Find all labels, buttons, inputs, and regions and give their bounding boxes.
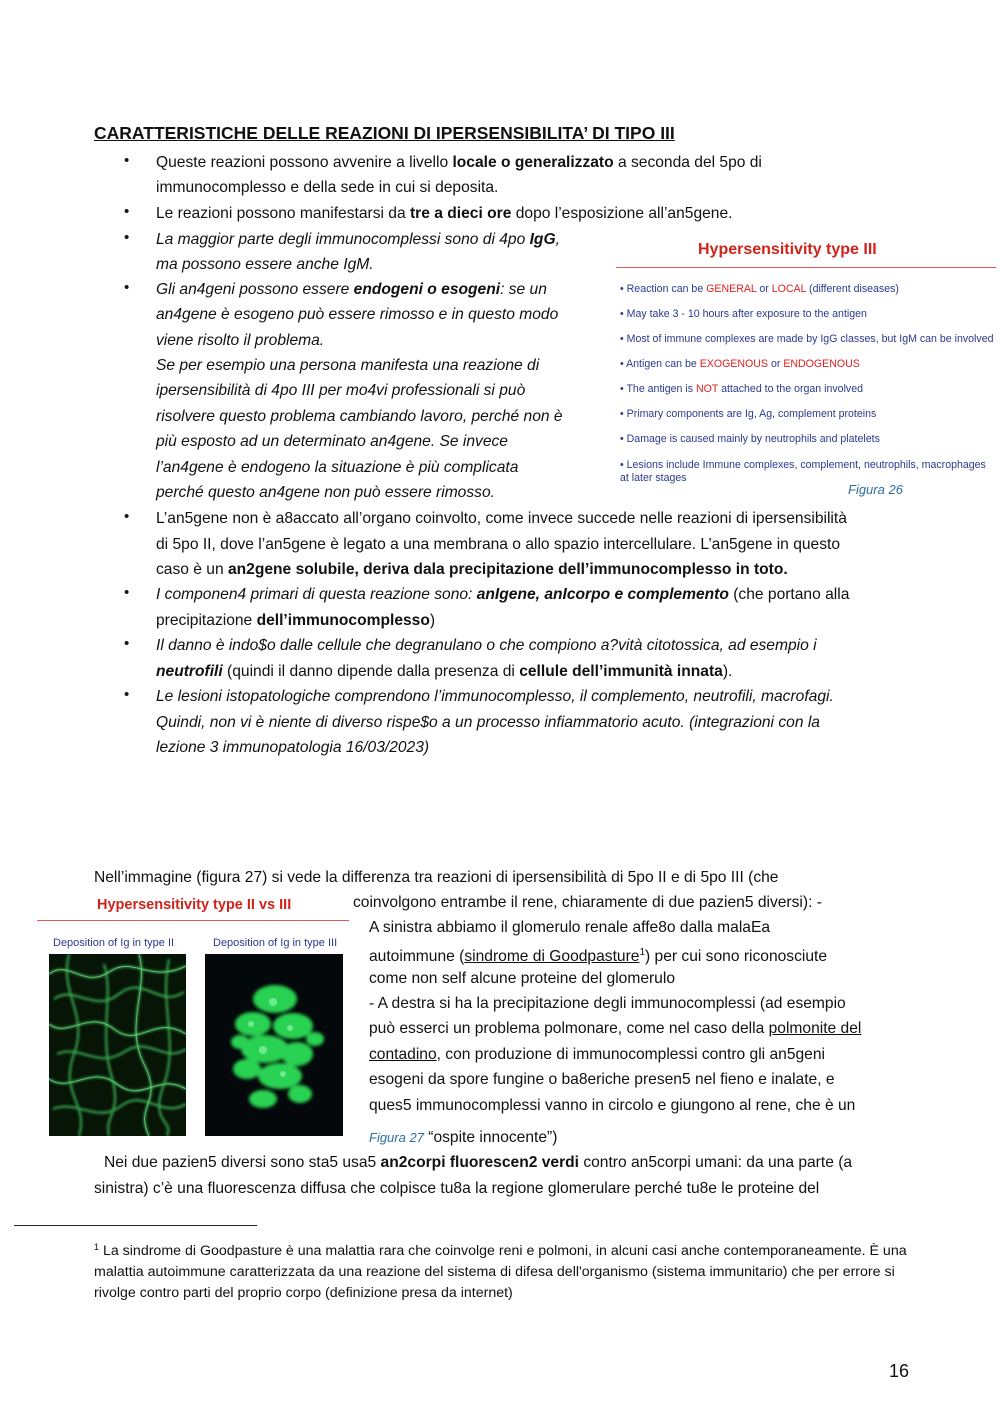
text: : se un [500,281,547,298]
text: La maggior parte degli immunocomplessi sono di 4po [156,231,530,248]
italic-text: I componen4 primari di questa reazione sono: [156,586,477,603]
text: (quindi il danno dipende dalla presenza di [222,663,520,680]
text: caso è un [156,561,228,578]
paragraph-line: sinistra) c’è una fluorescenza diffusa che colpisce tu8a la regione glomerulare perché tu8e le proteine del [94,1180,820,1197]
text: or [756,283,772,295]
text: , [555,231,560,248]
text: ). [722,663,733,680]
bold-italic-text: anIgene, anIcorpo e complemento [476,586,729,603]
paragraph-line: A sinistra abbiamo il glomerulo renale affe8o dalla malaEa [369,919,771,936]
bullet-4-line-1 [156,277,547,302]
bullet-7-line-2 [156,659,732,684]
bold-text: IgG [529,231,556,248]
bullet-marker: • [124,203,130,220]
bullet-7-line-1: Il danno è indo$o dalle cellule che degranulano o che compiono a?vità citotossica, ad esempio i [156,637,817,654]
text: ) per cui sono riconosciute [645,948,828,966]
bullet-5-line-1: L’an5gene non è a8accato all’organo coinvolto, come invece succede nelle reazioni di ipersensibilità [156,510,847,527]
figure-27-right-label: Deposition of Ig in type III [213,937,338,949]
bullet-5-line-3 [156,557,788,582]
text: , con produzione di immunocomplessi contro gli an5geni [436,1046,825,1063]
figure-26-item-1 [620,283,899,296]
bullet-3-line-2: ma possono essere anche IgM. [156,256,374,273]
text: autoimmune ( [369,948,465,966]
text: • The antigen is [620,383,696,395]
bullet-8-line-1: Le lesioni istopatologiche comprendono l’immunocomplesso, il complemento, neutrofili, macrofagi. [156,688,834,705]
paragraph-line: esogeni da spore fungine o ba8eriche presen5 nel fieno e inalate, e [369,1071,835,1088]
text: ) [429,612,436,629]
text: dopo l’esposizione all’an5gene. [511,205,733,222]
bold-text: an2corpi fluorescen2 verdi [380,1154,579,1171]
section-heading: CARATTERISTICHE DELLE REAZIONI DI IPERSENSIBILITA’ DI TIPO III [94,123,675,143]
text: Le reazioni possono manifestarsi da [156,205,410,222]
bold-text: dell’immunocomplesso [256,612,430,629]
footnote-reference: 1 [639,947,646,958]
bullet-4-line-9: perché questo an4gene non può essere rimosso. [156,484,495,501]
text: può esserci un problema polmonare, come nel caso della [369,1020,769,1037]
figure-26 [612,236,998,498]
bullet-marker: • [124,152,130,169]
bullet-8-line-2: Quindi, non vi è niente di diverso rispe$o a un processo infiammatorio acuto. (integrazioni con la [156,714,820,731]
bullet-4-line-2: an4gene è esogeno può essere rimosso e in questo modo [156,306,559,323]
bullet-marker: • [124,635,130,652]
bullet-8-line-3: lezione 3 immunopatologia 16/03/2023) [156,739,430,756]
figure-27-caption: Figura 27 [369,1130,424,1145]
bold-text: locale o generalizzato [452,154,614,171]
figure-26-item-8: • Lesions include Immune complexes, complement, neutrophils, macrophages [620,459,986,471]
footnote-mark: 1 [94,1242,100,1252]
red-text: LOCAL [771,283,807,295]
bold-text: cellule dell’immunità innata [519,663,723,680]
paragraph-line [369,940,827,969]
bullet-marker: • [124,229,130,246]
text: contro an5corpi umani: da una parte (a [579,1154,853,1171]
paragraph-line [104,1150,852,1175]
bullet-marker: • [124,279,130,296]
figure-27-left-label: Deposition of Ig in type II [53,937,175,949]
bold-text: tre a dieci ore [409,205,512,222]
bullet-4-line-3: viene risolto il problema. [156,332,325,349]
red-text: GENERAL [706,283,757,295]
paragraph-line: - A destra si ha la precipitazione degli immunocomplessi (ad esempio [369,995,846,1012]
bullet-marker: • [124,584,130,601]
bullet-3-line-1 [156,227,560,252]
paragraph-line: coinvolgono entrambe il rene, chiaramente di due pazien5 diversi): - [353,894,822,911]
type-ii-fluorescence-image [49,954,186,1136]
bullet-4-line-6: risolvere questo problema cambiando lavoro, perché non è [156,408,563,425]
paragraph-line: ques5 immunocomplessi vanno in circolo e giungono al rene, che è un [369,1097,856,1114]
bold-italic-text: neutrofili [156,663,223,680]
red-text: ENDOGENOUS [783,358,860,370]
underlined-text: polmonite del [768,1020,862,1037]
figure-26-caption: Figura 26 [848,482,903,497]
red-text: EXOGENOUS [699,358,768,370]
bold-text: an2gene solubile, deriva dala precipitazione dell’immunocomplesso in toto. [227,561,788,578]
text: precipitazione [156,612,257,629]
figure-26-item-2: • May take 3 - 10 hours after exposure to the antigen [620,308,867,320]
figure-26-item-4 [620,358,860,371]
bullet-6-line-2 [156,608,435,633]
bullet-1-line-1 [156,150,762,175]
bullet-4-line-4: Se per esempio una persona manifesta una reazione di [156,357,540,374]
figure-26-divider [616,267,996,268]
figure-27 [37,893,349,1143]
text: Nei due pazien5 diversi sono sta5 usa5 [104,1154,381,1171]
text: (different diseases) [806,283,899,295]
paragraph-line: Nell’immagine (figura 27) si vede la differenza tra reazioni di ipersensibilità di 5po II e di 5po III (che [94,869,779,886]
bullet-5-line-2: di 5po II, dove l’an5gene è legato a una membrana o allo spazio intercellulare. L’an5gene in questo [156,536,841,553]
bold-text: endogeni o esogeni [353,281,501,298]
underlined-text: sindrome di Goodpasture [464,948,640,966]
text: • Reaction can be [620,283,707,295]
bullet-4-line-7: più esposto ad un determinato an4gene. Se invece [156,433,508,450]
footnote [94,1237,914,1304]
figure-26-item-6: • Primary components are Ig, Ag, complement proteins [620,408,877,420]
figure-26-item-5 [620,383,863,396]
figure-26-item-8-cont: at later stages [620,472,687,484]
footnote-separator [14,1225,257,1226]
bullet-2-line-1 [156,201,732,226]
figure-26-title: Hypersensitivity type III [698,241,877,258]
bullet-4-line-8: l’an4gene è endogeno la situazione è più complicata [156,459,519,476]
text: attached to the organ involved [718,383,864,395]
text: (che portano alla [728,586,850,603]
figure-27-divider [37,920,349,921]
red-text: NOT [695,383,719,395]
text: a seconda del 5po di [613,154,762,171]
paragraph-line [369,1042,825,1067]
page-number: 16 [889,1361,910,1381]
paragraph-line [369,1016,861,1041]
text: • Antigen can be [620,358,700,370]
text: “ospite innocente”) [423,1129,558,1146]
figure-26-item-3: • Most of immune complexes are made by IgG classes, but IgM can be involved [620,333,994,345]
type-iii-fluorescence-image [205,954,343,1136]
bullet-marker: • [124,686,130,703]
text: Queste reazioni possono avvenire a livello [156,154,453,171]
figure-27-caption-line [369,1125,557,1150]
text: Gli an4geni possono essere [156,281,354,298]
bullet-4-line-5: ipersensibilità di 4po III per mo4vi professionali si può [156,382,526,399]
paragraph-line: come non self alcune proteine del glomerulo [369,970,675,987]
bullet-6-line-1 [156,582,849,607]
figure-26-item-7: • Damage is caused mainly by neutrophils and platelets [620,433,880,445]
footnote-text: La sindrome di Goodpasture è una malattia rara che coinvolge reni e polmoni, in alcuni casi anche contemporaneamente. È una malattia autoimmune caratterizzata da una reazione del sistema di difesa dell'organismo (sistema immunitario) che per errore si rivolge contro parti del proprio corpo (definizione presa da internet) [94,1243,907,1301]
figure-27-title: Hypersensitivity type II vs III [97,897,292,913]
text: or [768,358,784,370]
bullet-marker: • [124,508,130,525]
bullet-1-line-2: immunocomplesso e della sede in cui si deposita. [156,179,499,196]
underlined-text: contadino [369,1046,437,1063]
